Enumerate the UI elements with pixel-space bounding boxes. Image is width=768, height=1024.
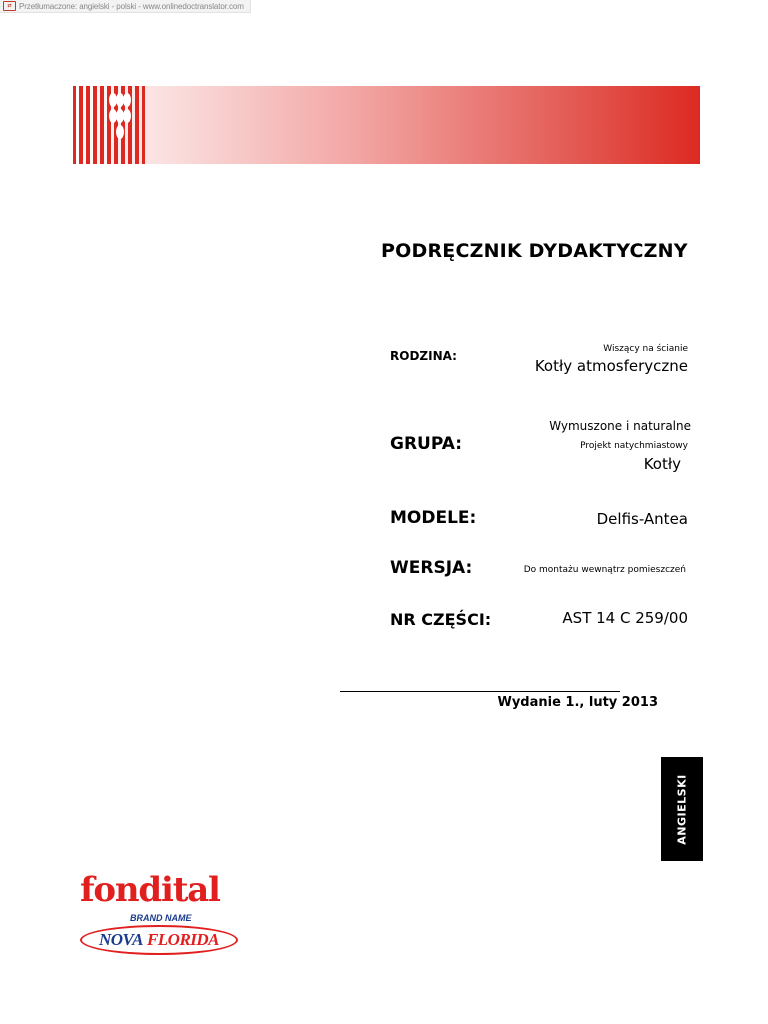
grupa-sub1: Wymuszone i naturalne [549,419,691,433]
fondital-mark-icon [73,86,153,164]
language-tab [661,757,703,861]
header-banner [73,86,700,164]
grupa-label: GRUPA: [390,434,463,454]
edition-text: Wydanie 1., luty 2013 [497,695,658,710]
wersja-label: WERSJA: [390,558,473,578]
rodzina-value: Kotły atmosferyczne [534,357,688,375]
document-title: PODRĘCZNIK DYDAKTYCZNY [381,240,688,262]
grupa-sub2: Projekt natychmiastowy [580,441,688,451]
translate-icon: ⇄ [3,1,16,11]
logo-brand: fondital [80,870,220,910]
nr-czesci-label: NR CZĘŚCI: [390,610,492,629]
wersja-value: Do montażu wewnątrz pomieszczeń [523,565,686,575]
fondital-logo [78,870,248,960]
logo-brand-caption: BRAND NAME [130,913,192,923]
logo-florida: FLORIDA [146,930,220,949]
logo-nova: NOVA [98,930,143,949]
rodzina-label: RODZINA: [390,349,457,363]
modele-value: Delfis-Antea [596,510,688,528]
signature-divider [340,691,620,692]
rodzina-sub: Wiszący na ścianie [603,344,688,354]
modele-label: MODELE: [390,508,477,528]
translator-text[interactable]: Przetłumaczone: angielski - polski - www.onlinedoctranslator.com [19,1,244,11]
grupa-value: Kotły [643,455,681,473]
language-tab-label: ANGIELSKI [675,773,689,845]
nova-florida-oval [80,925,238,955]
translator-bar [0,0,251,13]
nr-czesci-value: AST 14 C 259/00 [562,609,688,627]
